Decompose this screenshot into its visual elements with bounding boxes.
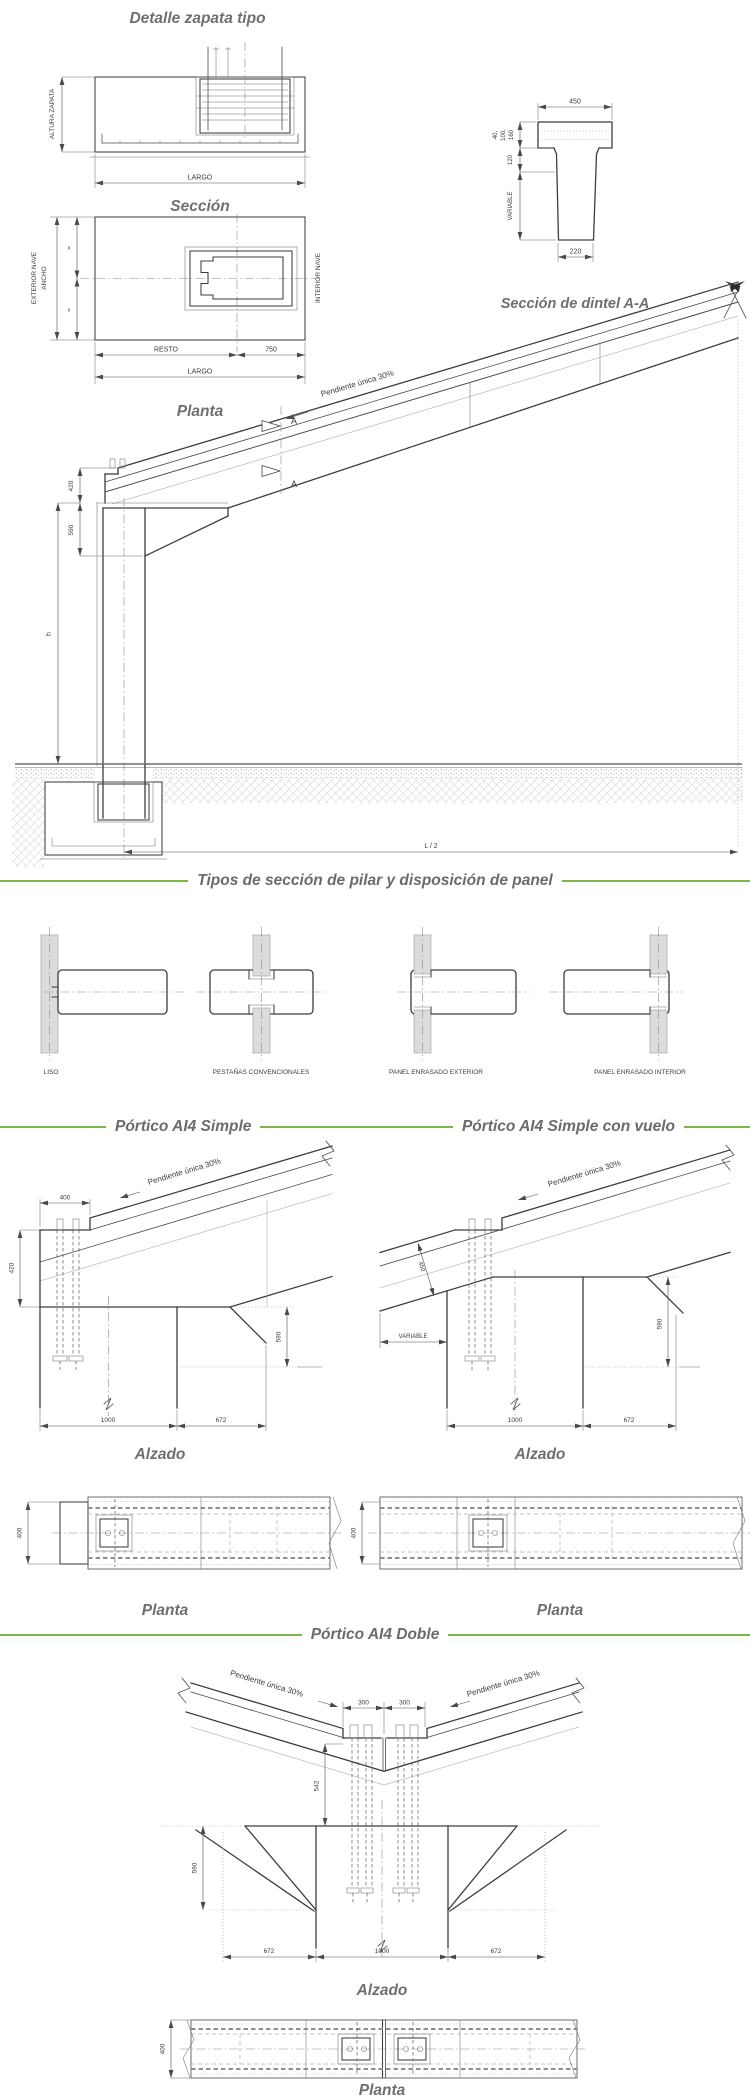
dim-label-672: 672 — [215, 1417, 227, 1424]
label-pestanas: PESTAÑAS CONVENCIONALES — [212, 1069, 310, 1076]
divider1-title: Tipos de sección de pilar y disposición de panel — [197, 872, 553, 889]
vuelo-title: Pórtico AI4 Simple con vuelo — [461, 1118, 675, 1135]
lintel-t-section — [538, 122, 612, 240]
dim-left-stack — [493, 122, 556, 240]
break-symbol — [511, 1398, 520, 1410]
slope-label: Pendiente única 30% — [319, 368, 395, 399]
dim-590-main — [68, 503, 143, 556]
dims-bottom — [447, 1315, 676, 1431]
cut-label-a-bottom: A — [291, 479, 298, 489]
divider-pilar-panel — [0, 870, 750, 892]
dim-label-420: 420 — [8, 1262, 16, 1274]
beam-plan — [368, 1497, 750, 1569]
equal-mark-bottom: = — [66, 308, 73, 312]
label-ancho: ANCHO — [41, 266, 48, 290]
dim-label-450: 450 — [416, 1261, 426, 1273]
dim-590 — [177, 1307, 322, 1367]
doble-title: Pórtico AI4 Doble — [310, 1626, 440, 1643]
rafter-beam — [105, 282, 738, 508]
dim-542 — [314, 1744, 344, 1826]
planta-caption: Planta — [536, 1602, 584, 1619]
dim-590 — [583, 1277, 700, 1367]
dim-420-main — [68, 468, 116, 503]
beam-plan — [52, 1497, 342, 1569]
planta-caption: Planta — [358, 2082, 406, 2097]
dim-altura-zapata — [49, 77, 95, 152]
dim-label-220: 220 — [569, 248, 582, 256]
dim-label-590: 590 — [68, 524, 75, 536]
pillar-types-drawing — [0, 905, 750, 1085]
simple-title: Pórtico AI4 Simple — [115, 1118, 252, 1135]
dim-label-altura: ALTURA ZAPATA — [49, 88, 56, 140]
portal-elevation-drawing — [0, 280, 750, 905]
dim-label-542: 542 — [313, 1780, 321, 1792]
alzado-caption: Alzado — [356, 1982, 408, 1999]
dim-label-120: 120 — [508, 154, 514, 166]
dim-label-420: 420 — [68, 480, 75, 492]
dim-label-1000: 1000 — [374, 1948, 390, 1955]
zapata-seccion-drawing — [30, 35, 330, 220]
break-symbol — [322, 1141, 334, 1166]
divider-line — [260, 1126, 453, 1128]
break-symbol — [722, 1145, 734, 1170]
break-symbol — [572, 1678, 584, 1703]
dim-label-largo: LARGO — [187, 174, 213, 182]
dim-label-h: h — [46, 632, 53, 636]
divider-line-right — [448, 1634, 750, 1636]
dim-label-400: 400 — [16, 1527, 24, 1539]
dim-label-400: 400 — [350, 1527, 358, 1539]
label-liso: LISO — [43, 1069, 59, 1076]
alzado-caption: Alzado — [514, 1446, 566, 1463]
dim-label-160: 160 — [509, 129, 515, 141]
dim-label-672-left: 672 — [263, 1948, 275, 1955]
dims-bottom — [223, 1948, 545, 1962]
dim-label-variable: VARIABLE — [508, 191, 514, 221]
ai4-vuelo-planta-drawing — [350, 1490, 750, 1620]
dim-label-300-left: 300 — [358, 1699, 369, 1707]
dims-300 — [343, 1700, 425, 1735]
label-interior-nave: INTERIOR NAVE — [315, 252, 322, 304]
label-enrasado-exterior: PANEL ENRASADO EXTERIOR — [389, 1069, 483, 1076]
ground — [12, 764, 742, 867]
dim-label-400: 400 — [159, 2043, 167, 2055]
ai4-simple-alzado-drawing — [0, 1140, 375, 1472]
column-pocket — [196, 42, 294, 140]
ai4-doble-alzado-drawing — [100, 1655, 660, 2005]
divider-porticos-simple — [0, 1116, 750, 1138]
beam-plan — [180, 2020, 588, 2078]
anchor-bolts — [53, 1219, 83, 1370]
dim-590 — [192, 1826, 204, 1910]
valley-beams — [178, 1678, 584, 1785]
dim-label-l2: L / 2 — [424, 843, 438, 850]
ai4-simple-planta-drawing — [0, 1490, 375, 1620]
break-symbol — [178, 1678, 190, 1703]
alzado-caption: Alzado — [134, 1446, 186, 1463]
dim-label-resto: RESTO — [154, 346, 178, 354]
label-enrasado-interior: PANEL ENRASADO INTERIOR — [594, 1069, 686, 1076]
divider-line-left — [0, 1634, 302, 1636]
pillar-type-enrasado-exterior — [389, 927, 530, 1076]
dim-label-100: 100, — [501, 129, 507, 141]
equal-mark-top: = — [66, 246, 73, 250]
label-exterior-nave: EXTERIOR NAVE — [31, 251, 38, 305]
seccion-caption: Sección — [170, 198, 230, 215]
cut-label-a-top: A — [291, 416, 298, 426]
slope-annotation-right — [450, 1668, 541, 1707]
ai4-doble-planta-drawing — [100, 2008, 660, 2097]
dim-450 — [538, 99, 612, 121]
dim-h — [46, 503, 80, 764]
dim-label-largo-planta: LARGO — [187, 368, 213, 376]
column — [447, 1270, 583, 1416]
slope-label: Pendiente única 30% — [546, 1158, 622, 1189]
footing-rebar — [102, 134, 298, 143]
pillar-type-pestanas — [196, 927, 327, 1076]
dim-label-variable: VARIABLE — [398, 1334, 428, 1340]
divider-line — [0, 1126, 106, 1128]
ai4-vuelo-alzado-drawing — [375, 1140, 750, 1472]
dim-label-400: 400 — [59, 1194, 71, 1202]
ridge-axis-flags-icon — [724, 281, 746, 848]
dim-label-672: 672 — [623, 1417, 635, 1424]
dim-label-450: 450 — [569, 98, 581, 106]
dim-largo-seccion — [95, 154, 305, 188]
slope-label: Pendiente única 30% — [146, 1156, 222, 1187]
dim-420 — [9, 1230, 41, 1307]
dim-220 — [558, 243, 593, 262]
corbel-and-column — [160, 1800, 600, 1962]
dim-label-750: 750 — [265, 346, 277, 354]
divider-line — [684, 1126, 750, 1128]
dims-bottom — [40, 1345, 266, 1431]
dim-label-300-right: 300 — [399, 1699, 410, 1707]
planta-caption: Planta — [176, 403, 224, 420]
pillar-type-enrasado-interior — [549, 927, 686, 1076]
break-symbol — [104, 1398, 113, 1410]
beam-lines — [380, 1145, 734, 1313]
dim-l2 — [124, 843, 738, 852]
dim-label-40: 40, — [493, 130, 499, 140]
column — [40, 1230, 177, 1416]
dim-label-590: 590 — [191, 1862, 199, 1874]
slope-annotation-left — [229, 1668, 338, 1707]
slope-annotation — [518, 1158, 622, 1200]
anchor-bolts — [465, 1219, 495, 1370]
slope-label-right: Pendiente única 30% — [465, 1668, 541, 1699]
dintel-caption: Sección de dintel A-A — [500, 296, 650, 312]
divider-line-left — [0, 880, 188, 882]
divider-line-right — [562, 880, 750, 882]
dim-label-590: 590 — [275, 1331, 283, 1343]
divider-portico-doble — [0, 1624, 750, 1646]
dim-400 — [40, 1195, 90, 1228]
slope-label-left: Pendiente única 30% — [229, 1668, 305, 1699]
planta-caption: Planta — [141, 1602, 189, 1619]
dim-label-590: 590 — [656, 1318, 664, 1330]
pillar-type-liso — [41, 927, 184, 1076]
buried-footing — [40, 766, 167, 859]
dim-label-672-right: 672 — [490, 1948, 502, 1955]
dim-label-1000: 1000 — [100, 1417, 116, 1424]
slope-annotation — [120, 1156, 222, 1198]
dim-label-1000: 1000 — [507, 1417, 523, 1424]
zapata-title: Detalle zapata tipo — [129, 10, 266, 27]
